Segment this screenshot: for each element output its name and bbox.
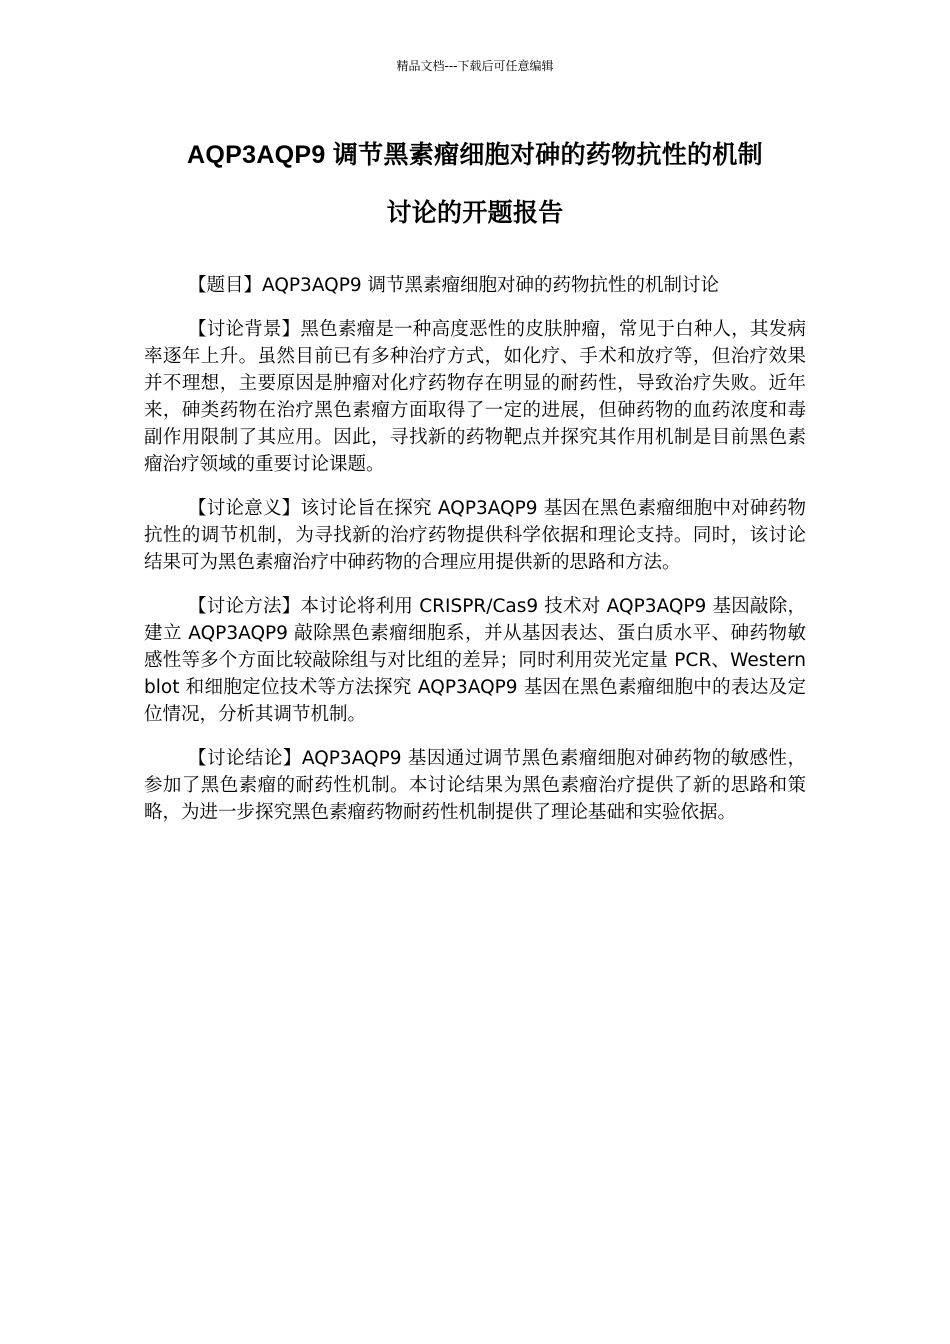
paragraph-significance: 【讨论意义】该讨论旨在探究 AQP3AQP9 基因在黑色素瘤细胞中对砷药物抗性的调节机制，为寻找新的治疗药物提供科学依据和理论支持。同时，该讨论结果可为黑色素瘤治疗中砷药物的合理应用提供新的思路和方法。 (144, 498, 806, 573)
paragraph-conclusion: 【讨论结论】AQP3AQP9 基因通过调节黑色素瘤细胞对砷药物的敏感性，参加了黑色素瘤的耐药性机制。本讨论结果为黑色素瘤治疗提供了新的思路和策略，为进一步探究黑色素瘤药物耐药性机制提供了理论基础和实验依据。 (144, 748, 806, 823)
header-note: 精品文档---下载后可任意编辑 (396, 59, 554, 73)
paragraph-background: 【讨论背景】黑色素瘤是一种高度恶性的皮肤肿瘤，常见于白种人，其发病率逐年上升。虽然目前已有多种治疗方式，如化疗、手术和放疗等，但治疗效果并不理想，主要原因是肿瘤对化疗药物存在明显的耐药性，导致治疗失败。近年来，砷类药物在治疗黑色素瘤方面取得了一定的进展，但砷药物的血药浓度和毒副作用限制了其应用。因此，寻找新的药物靶点并探究其作用机制是目前黑色素瘤治疗领域的重要讨论课题。 (144, 319, 806, 475)
paragraph-method: 【讨论方法】本讨论将利用 CRISPR/Cas9 技术对 AQP3AQP9 基因敲除，建立 AQP3AQP9 敲除黑色素瘤细胞系，并从基因表达、蛋白质水平、砷药物敏感性等多个方面比较敲除组与对比组的差异；同时利用荧光定量 PCR、Western blot 和细胞定位技术等方法探究 AQP3AQP9 基因在黑色素瘤细胞中的表达及定位情况，分析其调节机制。 (144, 596, 806, 725)
paragraph-topic: 【题目】AQP3AQP9 调节黑素瘤细胞对砷的药物抗性的机制讨论 (188, 275, 720, 296)
document-body (144, 272, 806, 843)
document-title-line-2: 讨论的开题报告 (386, 199, 564, 227)
document-title-line-1: AQP3AQP9 调节黑素瘤细胞对砷的药物抗性的机制 (187, 141, 763, 169)
